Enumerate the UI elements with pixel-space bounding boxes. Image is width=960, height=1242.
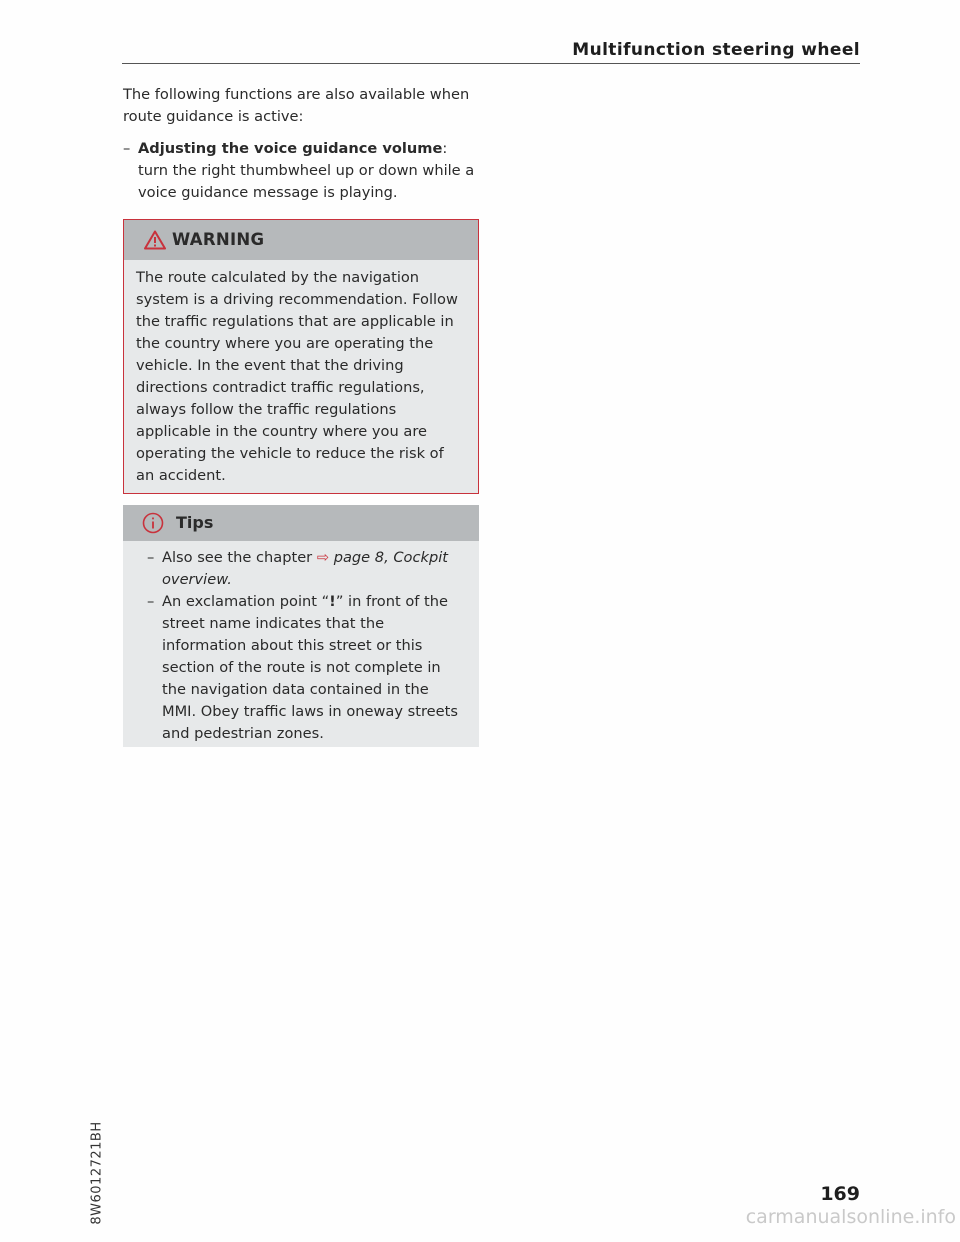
warning-title: WARNING: [172, 230, 265, 249]
warning-box: [123, 219, 479, 494]
content-column: [123, 84, 479, 747]
watermark: carmanualsonline.info: [745, 1206, 956, 1228]
warning-header: [124, 220, 478, 260]
function-item-text: : turn the right thumbwheel up or down while a voice guidance message is playing.: [138, 140, 475, 201]
tips-item-text: An exclamation point “: [162, 593, 330, 610]
warning-text: The route calculated by the navigation system is a driving recommendation. Follow the traffic regulations that are applicable in the country where you are operating the vehicle. In the event that the driving directions contradict traffic regulations, always follow the traffic regulations applicable in the country where you are operating the vehicle to reduce the risk of an accident.: [136, 269, 458, 484]
function-list-item: [123, 138, 479, 204]
warning-body: [124, 260, 478, 493]
warning-triangle-icon: [144, 230, 166, 250]
exclamation-mark: !: [329, 593, 336, 610]
tips-body: [123, 541, 479, 747]
tips-item-text: ” in front of the street name indicates that the information about this street or this section of the route is not complete in the navigation data contained in the MMI. Obey traffic laws in oneway streets and pedestrian zones.: [162, 593, 458, 742]
intro-paragraph: The following functions are also available when route guidance is active:: [123, 86, 470, 125]
tips-header: [123, 505, 479, 541]
cockpit-overview-link[interactable]: page 8, Cockpit overview.: [162, 549, 448, 588]
info-icon: [142, 512, 164, 534]
list-dash: –: [123, 140, 131, 157]
tips-list-item: [147, 591, 467, 745]
header-divider: [122, 63, 860, 64]
document-code: 8W6012721BH: [89, 1121, 105, 1225]
tips-title: Tips: [176, 513, 214, 532]
tips-list-item: [147, 547, 467, 591]
tips-item-text: Also see the chapter: [162, 549, 317, 566]
page-number: 169: [820, 1183, 860, 1205]
function-item-title: Adjusting the voice guidance volume: [138, 140, 443, 157]
list-dash: –: [147, 593, 155, 610]
page-header-title: Multifunction steering wheel: [572, 40, 860, 60]
tips-box: [123, 505, 479, 747]
page-reference-arrow-icon: ⇨: [316, 549, 330, 566]
list-dash: –: [147, 549, 155, 566]
